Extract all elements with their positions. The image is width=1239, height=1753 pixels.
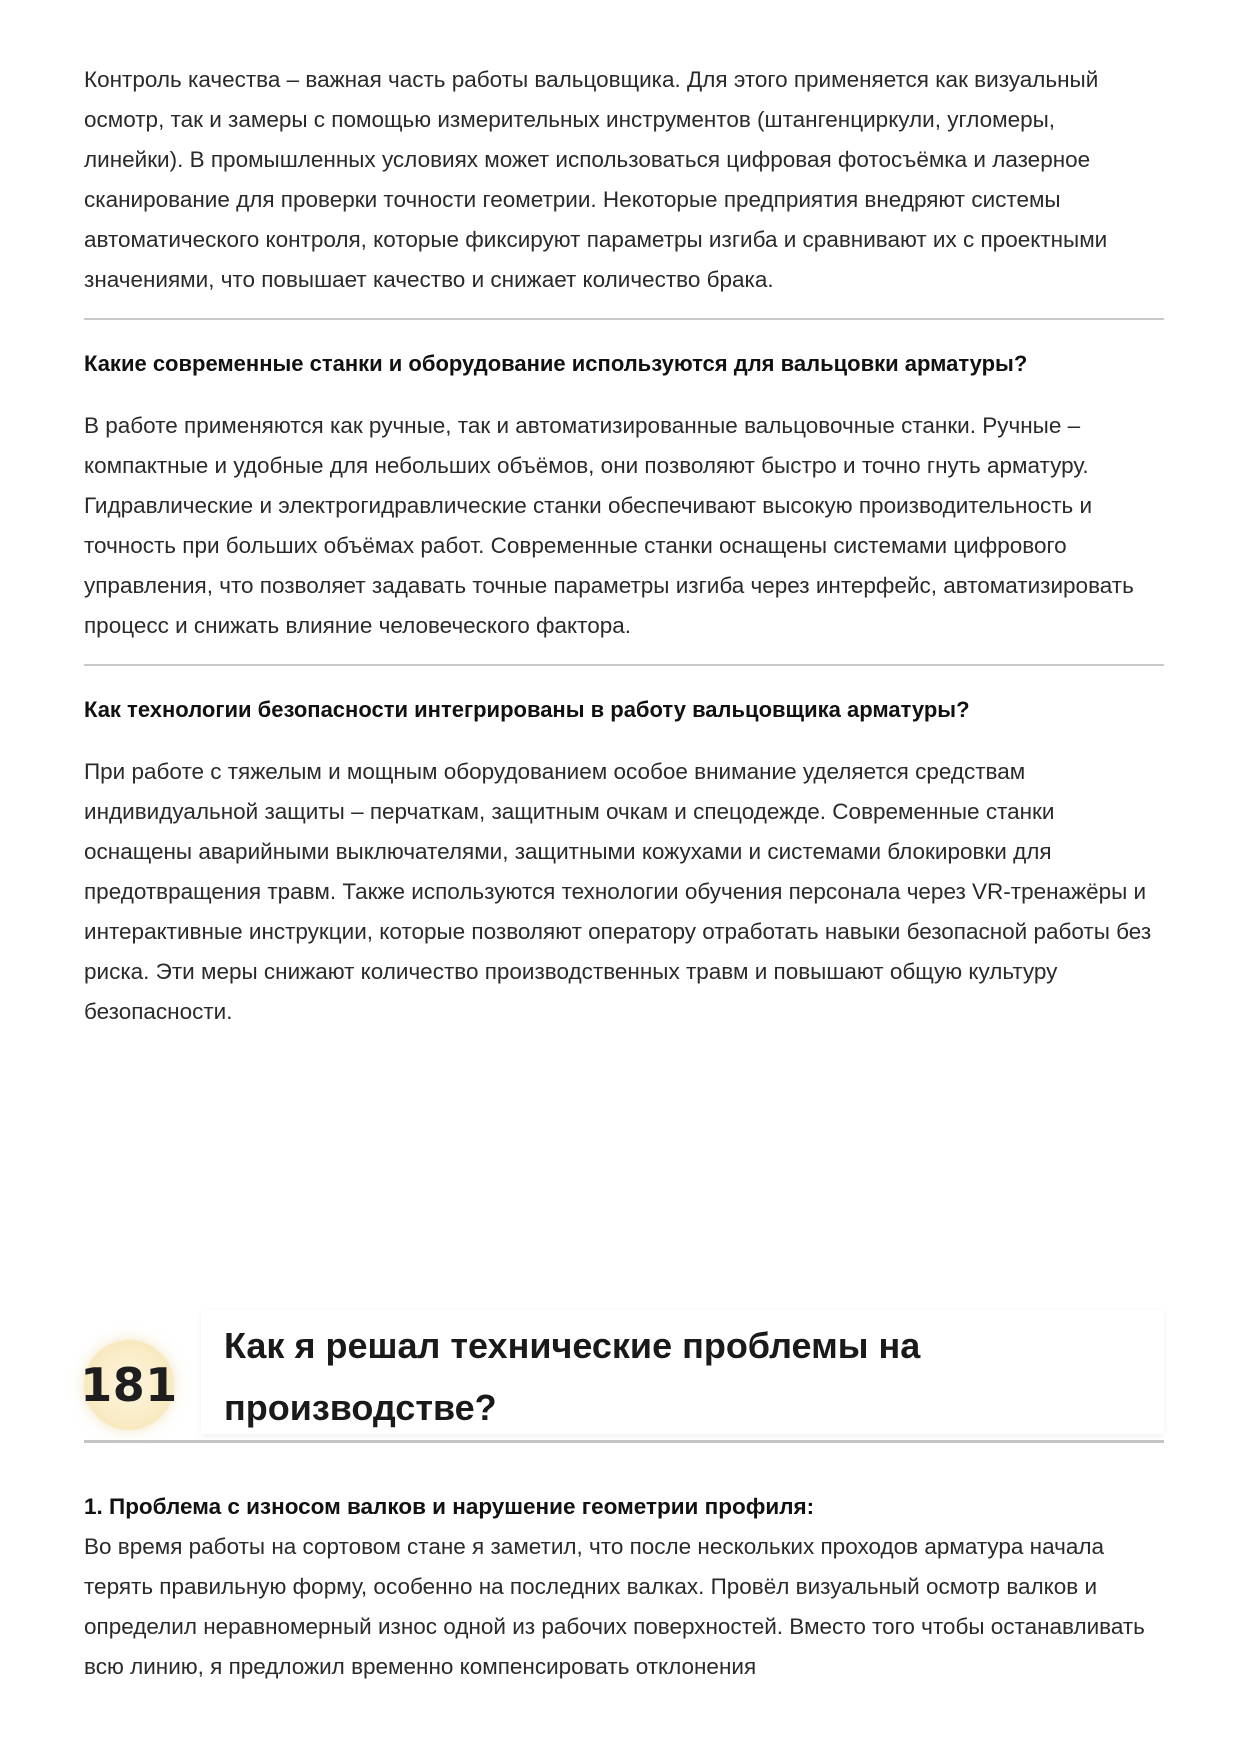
section-title: Как я решал технические проблемы на производстве? xyxy=(224,1325,921,1428)
section-content xyxy=(84,1487,1164,1687)
divider xyxy=(84,318,1164,320)
quality-control-paragraph: Контроль качества – важная часть работы вальцовщика. Для этого применяется как визуальный осмотр, так и замеры с помощью измерительных инструментов (штангенциркули, угломеры, линейки). В промышленных условиях может использоваться цифровая фотосъёмка и лазерное сканирование для проверки точности геометрии. Некоторые предприятия внедряют системы автоматического контроля, которые фиксируют параметры изгиба и сравнивают их с проектными значениями, что повышает качество и снижает количество брака. xyxy=(84,67,1108,292)
faq-question-safety: Как технологии безопасности интегрированы в работу вальцовщика арматуры? xyxy=(84,697,970,722)
section-number-badge: 181 xyxy=(84,1340,174,1430)
faq-question-equipment: Какие современные станки и оборудование используются для вальцовки арматуры? xyxy=(84,351,1028,376)
problem-1-text: Во время работы на сортовом стане я заметил, что после нескольких проходов арматура начала терять правильную форму, особенно на последних валках. Провёл визуальный осмотр валков и определил неравномерный износ одной из рабочих поверхностей. Вместо того чтобы останавливать всю линию, я предложил временно компенсировать отклонения xyxy=(84,1534,1145,1679)
faq-answer-safety: При работе с тяжелым и мощным оборудованием особое внимание уделяется средствам индивидуальной защиты – перчаткам, защитным очкам и спецодежде. Современные станки оснащены аварийными выключателями, защитными кожухами и системами блокировки для предотвращения травм. Также используются технологии обучения персонала через VR-тренажёры и интерактивные инструкции, которые позволяют оператору отработать навыки безопасной работы без риска. Эти меры снижают количество производственных травм и повышают общую культуру безопасности. xyxy=(84,759,1152,1024)
section-rule xyxy=(84,1440,1164,1443)
problem-1-title: 1. Проблема с износом валков и нарушение геометрии профиля: xyxy=(84,1494,815,1519)
document-body xyxy=(84,60,1164,1032)
faq-answer-equipment: В работе применяются как ручные, так и автоматизированные вальцовочные станки. Ручные – компактные и удобные для небольших объёмов, они позволяют быстро и точно гнуть арматуру. Гидравлические и электрогидравлические станки обеспечивают высокую производительность и точность при больших объёмах работ. Современные станки оснащены системами цифрового управления, что позволяет задавать точные параметры изгиба через интерфейс, автоматизировать процесс и снижать влияние человеческого фактора. xyxy=(84,413,1134,638)
section-header xyxy=(80,1310,1164,1442)
divider xyxy=(84,664,1164,666)
